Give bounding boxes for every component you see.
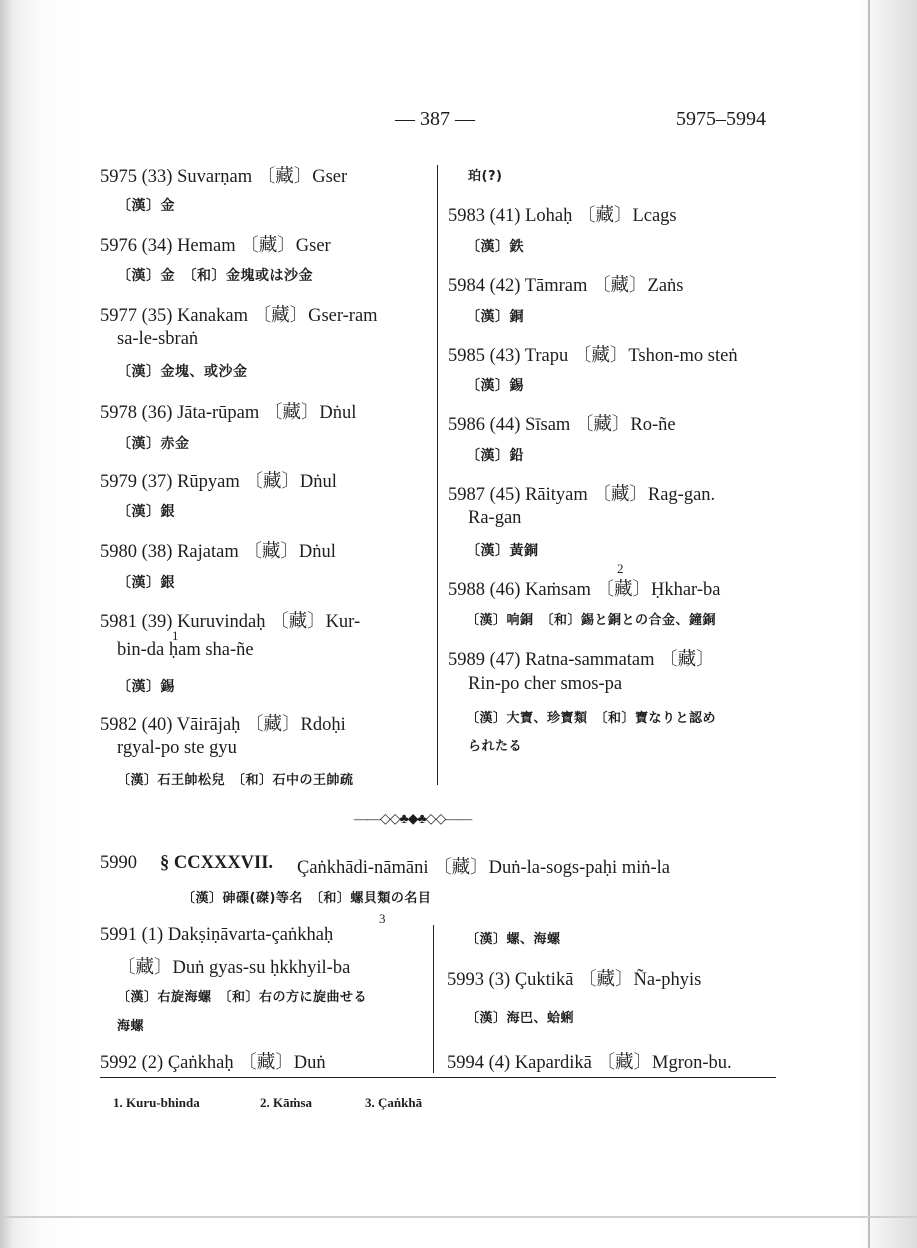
entry-5987-text-2: Ra-gan xyxy=(468,508,522,528)
entry-5989-text: 5989 (47) Ratna-sammatam 〔藏〕 xyxy=(448,650,715,670)
entry-5989-cjk-2: られたる xyxy=(468,739,523,754)
entry-5992-text: 5992 (2) Çaṅkhaḥ 〔藏〕Duṅ xyxy=(100,1053,326,1073)
entry-5983-cjk: 〔漢〕鉄 xyxy=(466,239,524,255)
entry-5991-cjk-2: 海螺 xyxy=(117,1019,145,1034)
entry-5985-text: 5985 (43) Trapu 〔藏〕Tshon-mo steṅ xyxy=(448,346,738,366)
entry-5982-text: 5982 (40) Vāirājaḥ 〔藏〕Rdoḥi xyxy=(100,715,346,735)
entry-5994-text: 5994 (4) Kapardikā 〔藏〕Mgron-bu. xyxy=(447,1053,732,1073)
entry-5984-cjk: 〔漢〕銅 xyxy=(466,309,524,325)
entry-5991-text: 5991 (1) Dakṣiṇāvarta-çaṅkhaḥ xyxy=(100,925,334,945)
entry-5988-text: 5988 (46) Kaṁsam 〔藏〕Ḥkhar-ba xyxy=(448,580,721,600)
column-divider xyxy=(437,165,438,785)
entry-5991-cjk: 〔漢〕右旋海螺 〔和〕右の方に旋曲せる xyxy=(117,990,368,1005)
entry-5982-cjk: 〔漢〕石王帥松兒 〔和〕石中の王帥疏 xyxy=(117,773,354,788)
entry-5985-cjk: 〔漢〕錫 xyxy=(466,378,524,394)
entry-5991-text-2: 〔藏〕Duṅ gyas-su ḥkkhyil-ba xyxy=(117,958,351,978)
entry-5975-text: 5975 (33) Suvarṇam 〔藏〕Gser xyxy=(100,167,348,187)
footnote-3: 3. Çaṅkhā xyxy=(365,1095,423,1110)
entry-5976-text: 5976 (34) Hemam 〔藏〕Gser xyxy=(100,236,331,256)
entry-5980-cjk: 〔漢〕銀 xyxy=(117,575,175,591)
entry-5988-cjk: 〔漢〕响銅 〔和〕錫と銅との合金、鐘銅 xyxy=(466,613,717,628)
footnote-rule xyxy=(100,1077,776,1078)
entry-5978-text: 5978 (36) Jāta-rūpam 〔藏〕Dṅul xyxy=(100,403,357,423)
footnote-marker-1: 1 xyxy=(172,628,179,643)
entry-range: 5975–5994 xyxy=(676,108,766,130)
page-edge-right xyxy=(868,0,870,1248)
entry-5993-cjk: 〔漢〕海巴、蛤蜊 xyxy=(466,1011,575,1026)
section-mark: § CCXXXVII. xyxy=(160,853,274,873)
entry-5979-cjk: 〔漢〕銀 xyxy=(117,504,175,520)
entry-5989-text-2: Rin-po cher smos-pa xyxy=(468,674,623,694)
entry-5984-text: 5984 (42) Tāmram 〔藏〕Zaṅs xyxy=(448,276,684,296)
footnote-marker-3: 3 xyxy=(379,911,386,926)
entry-5987-cjk: 〔漢〕黃銅 xyxy=(466,543,539,559)
section-ornament: ——◇◇♣◆♣◇◇—— xyxy=(354,812,472,827)
entry-5975-cjk: 〔漢〕金 xyxy=(117,198,175,214)
lower-column-divider xyxy=(433,925,434,1073)
entry-5989-cjk: 〔漢〕大寶、珍寶類 〔和〕寶なりと認め xyxy=(466,711,717,726)
entry-5981-text-2: bin-da ḥam sha-ñe xyxy=(117,640,254,660)
section-cjk: 〔漢〕砷磲(磔)等名 〔和〕螺貝類の名目 xyxy=(182,891,432,906)
entry-5986-cjk: 〔漢〕鉛 xyxy=(466,448,524,464)
section-title: Çaṅkhādi-nāmāni 〔藏〕Duṅ-la-sogs-paḥi miṅ-la xyxy=(297,858,670,878)
continued-text: 珀(?) xyxy=(468,169,503,184)
page-edge-bottom xyxy=(0,1216,917,1218)
footnote-1: 1. Kuru-bhinda xyxy=(113,1095,200,1110)
entry-5978-cjk: 〔漢〕赤金 xyxy=(117,436,190,452)
entry-5976-cjk: 〔漢〕金 〔和〕金塊或は沙金 xyxy=(117,268,313,284)
entry-5983-text: 5983 (41) Lohaḥ 〔藏〕Lcags xyxy=(448,206,677,226)
entry-5979-text: 5979 (37) Rūpyam 〔藏〕Dṅul xyxy=(100,472,337,492)
entry-5981-cjk: 〔漢〕錫 xyxy=(117,679,175,695)
footnote-marker-2: 2 xyxy=(617,561,624,576)
entry-5986-text: 5986 (44) Sīsam 〔藏〕Ro-ñe xyxy=(448,415,676,435)
entry-5992-cjk-continued: 〔漢〕螺、海螺 xyxy=(466,932,561,947)
entry-5977-cjk: 〔漢〕金塊、或沙金 xyxy=(117,364,248,380)
footnote-2: 2. Kāṁsa xyxy=(260,1095,312,1110)
entry-5993-text: 5993 (3) Çuktikā 〔藏〕Ña-phyis xyxy=(447,970,702,990)
entry-5977-text: 5977 (35) Kanakam 〔藏〕Gser-ram xyxy=(100,306,378,326)
entry-5982-text-2: rgyal-po ste gyu xyxy=(117,738,237,758)
entry-5981-text: 5981 (39) Kuruvindaḥ 〔藏〕Kur- xyxy=(100,612,361,632)
entry-5977-text-2: sa-le-sbraṅ xyxy=(117,329,199,349)
page-number: — 387 — xyxy=(395,108,475,130)
entry-5980-text: 5980 (38) Rajatam 〔藏〕Dṅul xyxy=(100,542,336,562)
section-number: 5990 xyxy=(100,853,137,873)
entry-5987-text: 5987 (45) Rāityam 〔藏〕Rag-gan. xyxy=(448,485,716,505)
